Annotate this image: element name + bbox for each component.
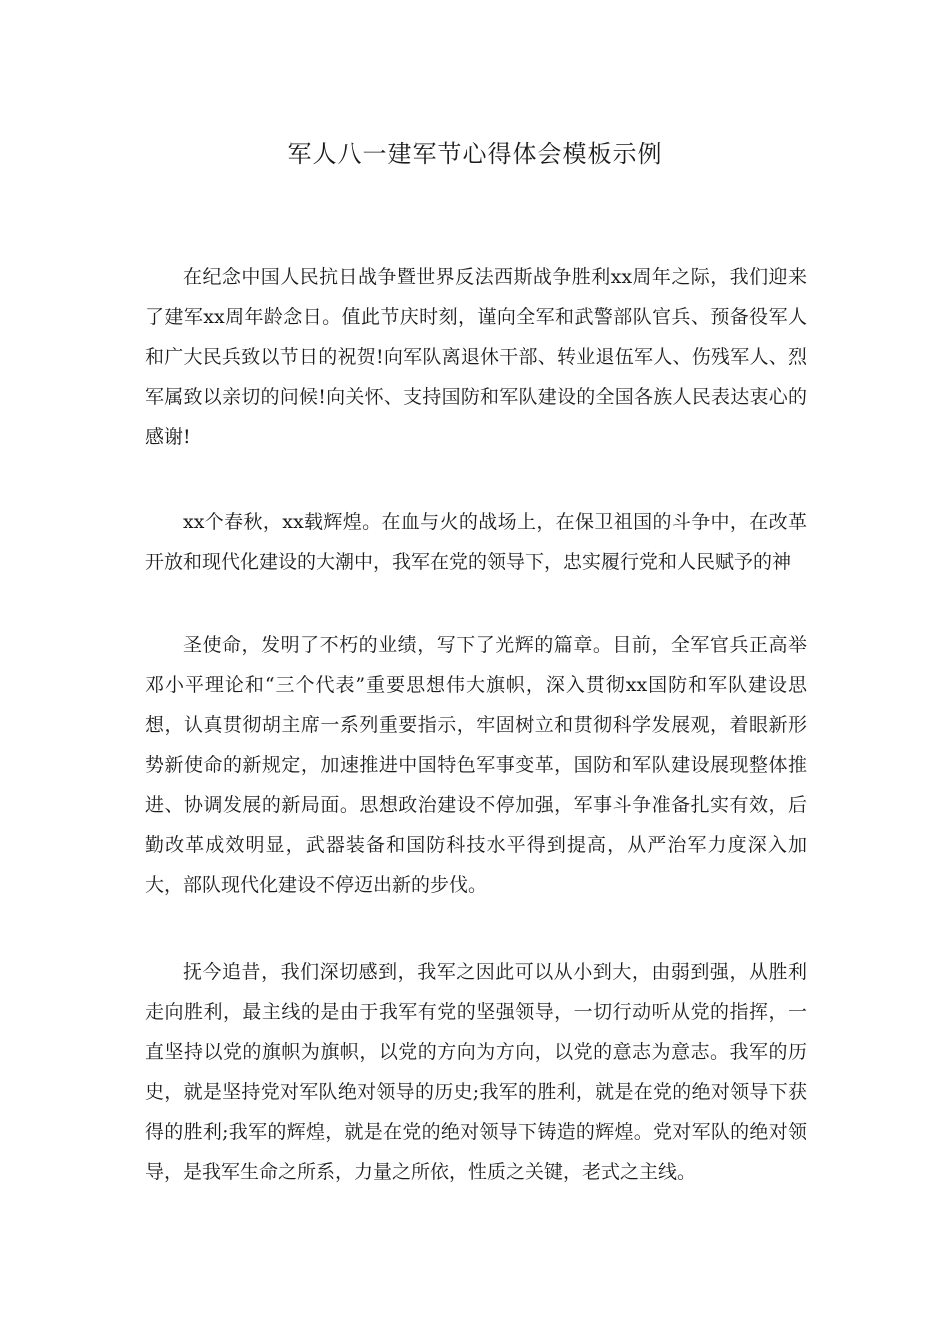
paragraph-3: 圣使命，发明了不朽的业绩，写下了光辉的篇章。目前，全军官兵正高举邓小平理论和“三个代表”重要思想伟大旗帜，深入贯彻xx国防和军队建设思想，认真贯彻胡主席一系列重要指示，牢固树立和贯彻科学发展观，着眼新形势新使命的新规定，加速推进中国特色军事变革，国防和军队建设展现整体推进、协调发展的新局面。思想政治建设不停加强，军事斗争准备扎实有效，后勤改革成效明显，武器装备和国防科技水平得到提高，从严治军力度深入加大，部队现代化建设不停迈出新的步伐。 [145, 634, 807, 896]
document-title: 军人八一建军节心得体会模板示例 [287, 140, 663, 168]
paragraph-2: xx个春秋，xx载辉煌。在血与火的战场上，在保卫祖国的斗争中，在改革开放和现代化建设的大潮中，我军在党的领导下，忠实履行党和人民赋予的神 [145, 511, 807, 573]
paragraph-4: 抚今追昔，我们深切感到，我军之因此可以从小到大，由弱到强，从胜利走向胜利，最主线的是由于我军有党的坚强领导，一切行动听从党的指挥，一直坚持以党的旗帜为旗帜，以党的方向为方向，以党的意志为意志。我军的历史，就是坚持党对军队绝对领导的历史;我军的胜利，就是在党的绝对领导下获得的胜利;我军的辉煌，就是在党的绝对领导下铸造的辉煌。党对军队的绝对领导，是我军生命之所系，力量之所依，性质之关键，老式之主线。 [145, 961, 807, 1183]
paragraph-1: 在纪念中国人民抗日战争暨世界反法西斯战争胜利xx周年之际，我们迎来了建军xx周年龄念日。值此节庆时刻，谨向全军和武警部队官兵、预备役军人和广大民兵致以节日的祝贺!向军队离退休干部、转业退伍军人、伤残军人、烈军属致以亲切的问候!向关怀、支持国防和军队建设的全国各族人民表达衷心的感谢! [145, 266, 807, 448]
